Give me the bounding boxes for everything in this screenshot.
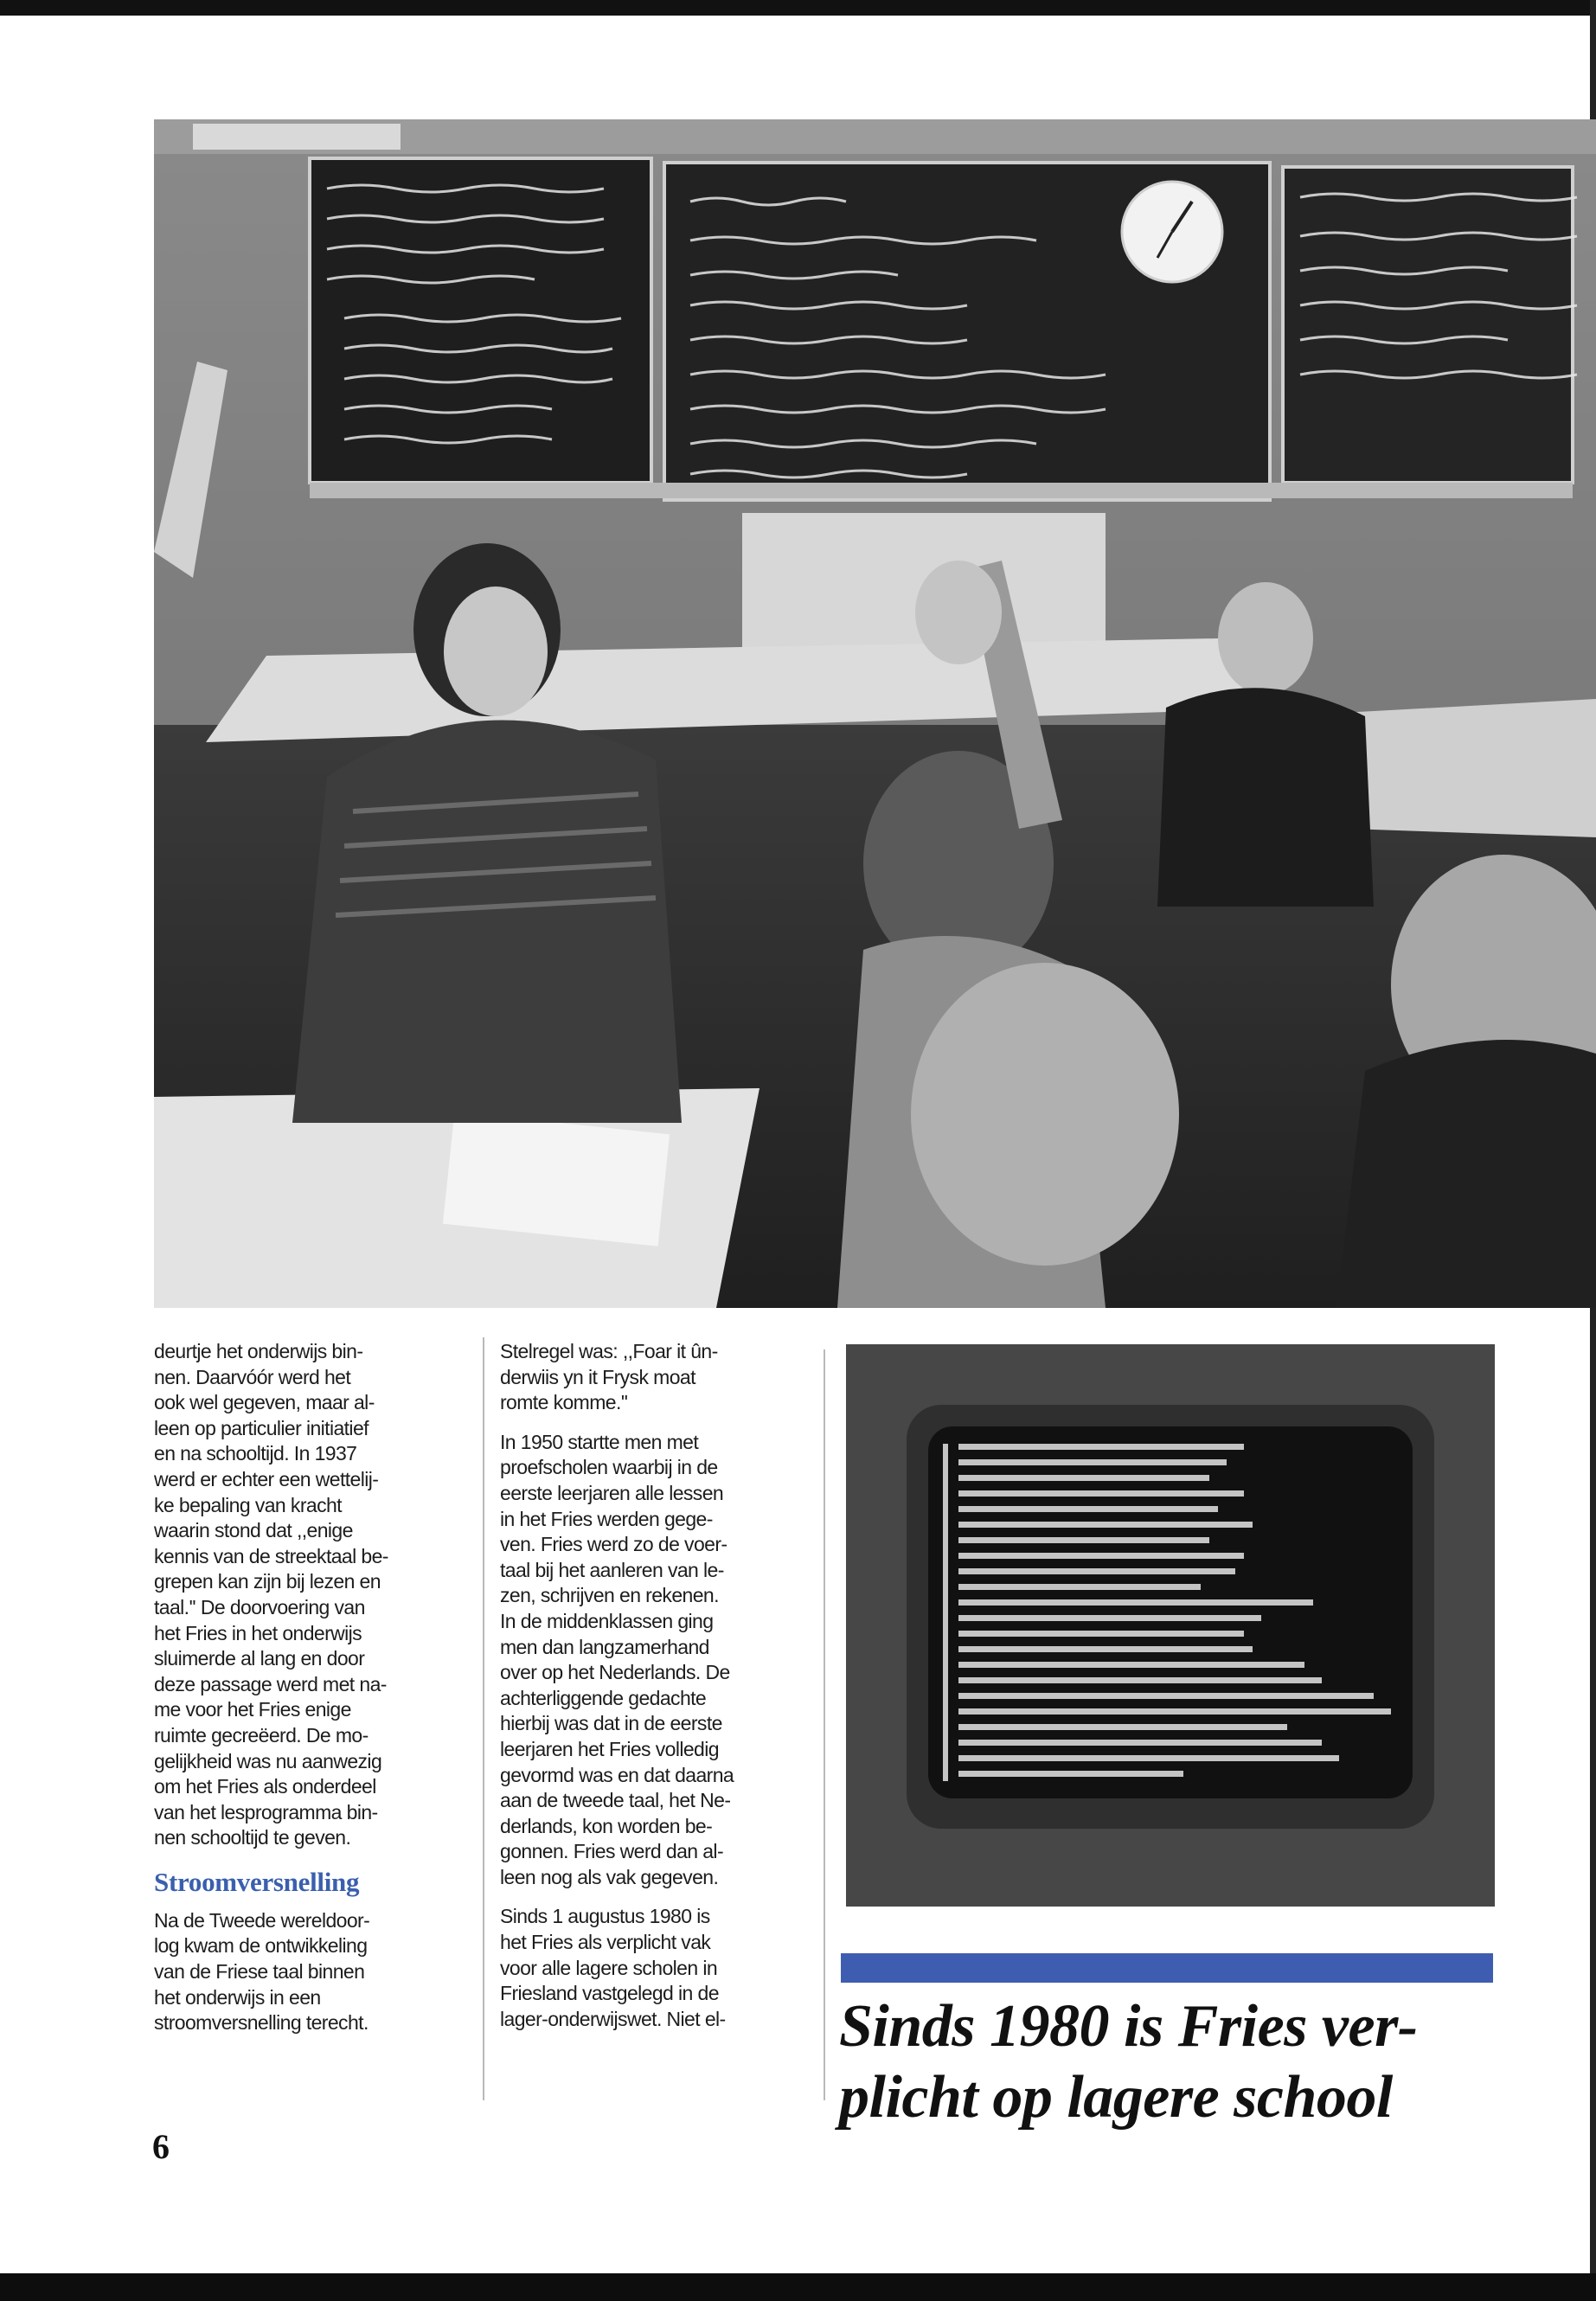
column-2-paragraph-1: Stelregel was: ,,Foar it ûn- derwiis yn it Frysk moat romte komme.'' [500, 1340, 718, 1414]
column-2-paragraph-3: Sinds 1 augustus 1980 is het Fries als verplicht vak voor alle lagere scholen in Friesland vastgelegd in de lager-onderwijswet. Niet el- [500, 1905, 726, 2030]
classroom-photo [154, 119, 1596, 1308]
section-heading-stroomversnelling: Stroomversnelling [154, 1866, 360, 1897]
pull-quote-text: Sinds 1980 is Fries ver- plicht op lagere school [839, 1993, 1418, 2131]
article-column-2 [500, 1339, 803, 2046]
pull-quote [839, 1991, 1497, 2133]
column-2-paragraph-2: In 1950 startte men met proefscholen waarbij in de eerste leerjaren alle lessen in het Fries werden gege- ven. Fries werd zo de voer- taal bij het aanleren van le- zen, schrijven en rekenen. In de middenklassen ging men dan langzamerhand over op het Nederlands. De achterliggende gedachte hierbij was dat in de eerste leerjaren het Fries volledig gevormd was en dat daarna aan de tweede taal, het Ne- derlands, kon worden be- gonnen. Fries werd dan al- leen nog als vak gegeven. [500, 1430, 734, 1888]
column-divider-2 [824, 1349, 825, 2100]
classroom-photo-illustration [154, 119, 1596, 1308]
page-number: 6 [152, 2127, 170, 2166]
computer-monitor-photo [846, 1344, 1495, 1907]
pull-quote-accent-bar [841, 1953, 1493, 1983]
column-divider-1 [483, 1337, 484, 2100]
column-1-paragraph-1: deurtje het onderwijs bin- nen. Daarvóór werd het ook wel gegeven, maar al- leen op particulier initiatief en na schooltijd. In 1937 werd er echter een wettelij- ke bepaling van kracht waarin stond dat ,,enige kennis van de streektaal be- grepen kan zijn bij lezen en taal.'' De doorvoering van het Fries in het onderwijs sluimerde al lang en door deze passage werd met na- me voor het Fries enige ruimte gecreëerd. De mo- gelijkheid was nu aanwezig om het Fries als onderdeel van het lesprogramma bin- nen schooltijd te geven. [154, 1340, 388, 1849]
page-bottom-border [0, 2273, 1596, 2301]
computer-screen-illustration [846, 1344, 1495, 1907]
page-top-border [0, 0, 1596, 16]
column-1-paragraph-2: Na de Tweede wereldoor- log kwam de ontwikkeling van de Friese taal binnen het onderwijs in een stroomversnelling terecht. [154, 1908, 370, 2035]
article-column-1 [154, 1339, 465, 2050]
